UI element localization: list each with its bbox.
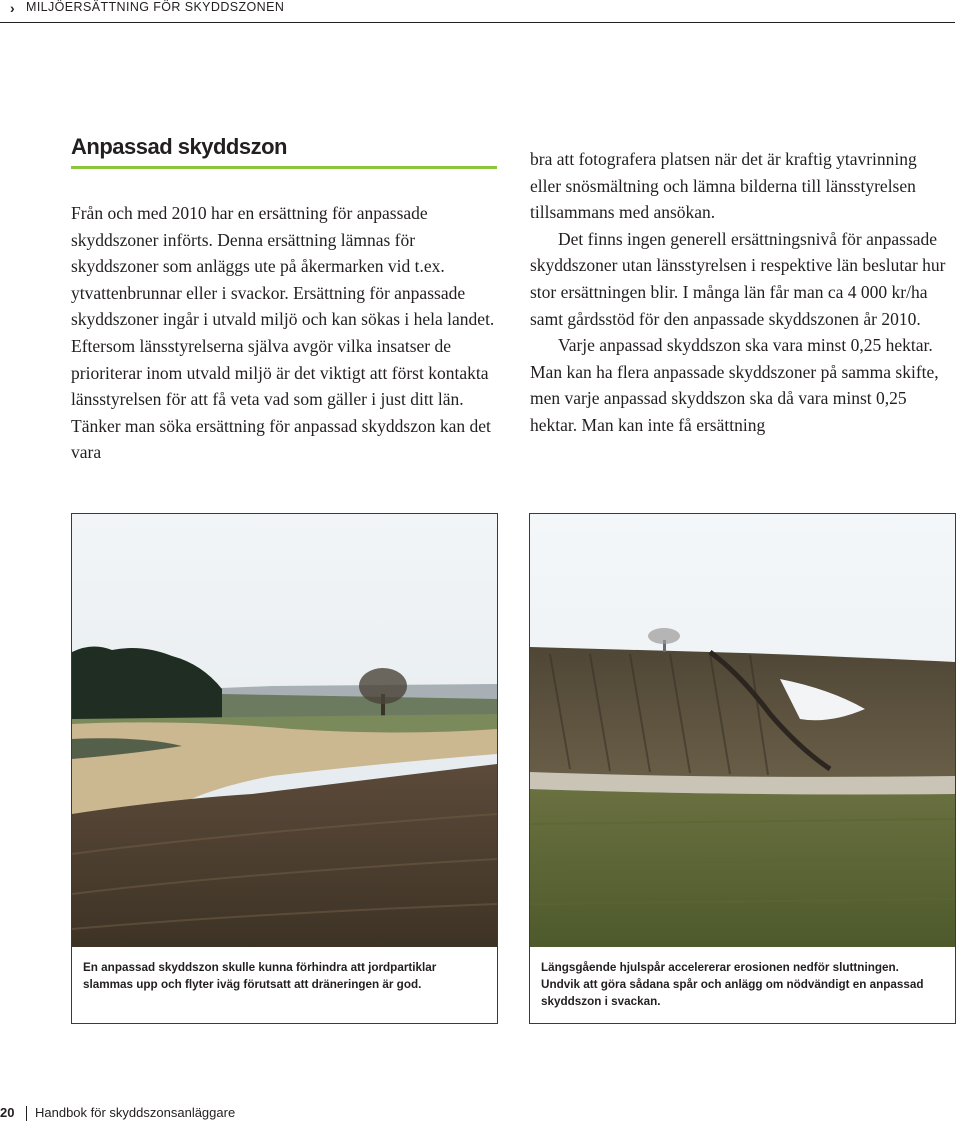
header-divider	[0, 22, 955, 23]
left-text-column	[71, 200, 501, 466]
heading-accent-rule	[71, 166, 497, 169]
slope-photo	[530, 514, 955, 947]
caption-text: En anpassad skyddszon skulle kunna förhindra att jordpartiklar slammas upp och flyter iväg förutsatt att dräneringen är god.	[83, 961, 437, 991]
paragraph: Det finns ingen generell ersättningsnivå för anpassade skyddszoner utan länsstyrelsen i respektive län beslutar hur stor ersättningen blir. I många län får man ca 4 000 kr/ha samt gårdsstöd för den anpassade skyddszonen år 2010.	[530, 228, 946, 329]
paragraph: bra att fotografera platsen när det är kraftig ytavrinning eller snösmältning och lämna bilderna till länsstyrelsen tillsammans med ansökan.	[530, 149, 917, 223]
section-title: MILJÖERSÄTTNING FÖR SKYDDSZONEN	[26, 0, 285, 14]
page-footer	[0, 1105, 960, 1123]
publication-title: Handbok för skyddszonsanläggare	[35, 1105, 236, 1120]
photo-figure-field-erosion	[71, 513, 498, 1024]
chevron-right-icon: ›	[10, 0, 15, 16]
field-photo	[72, 514, 497, 947]
page-number: 20	[0, 1105, 15, 1120]
right-text-column	[530, 146, 950, 439]
article-heading: Anpassad skyddszon	[71, 134, 287, 159]
paragraph: Varje anpassad skyddszon ska vara minst 0,25 hektar. Man kan ha flera anpassade skyddszoner på samma skifte, men varje anpassad skyddszon ska då vara minst 0,25 hektar. Man kan inte få ersättning	[530, 335, 939, 435]
footer-divider	[26, 1106, 27, 1121]
caption-text: Undvik att göra sådana spår och anlägg om nödvändigt en anpassad skyddszon i svackan.	[541, 978, 924, 1008]
running-header	[0, 0, 960, 24]
photo-figure-wheel-tracks	[529, 513, 956, 1024]
photo-caption	[83, 959, 483, 993]
photo-caption	[541, 959, 941, 1010]
caption-text: Längsgående hjulspår accelererar erosionen nedför sluttningen.	[541, 961, 899, 974]
paragraph: Från och med 2010 har en ersättning för anpassade skyddszoner införts. Denna ersättning lämnas för skyddszoner som anläggs ute på åkermarken vid t.ex. ytvattenbrunnar eller i svackor. Ersättning för anpassade skyddszoner ingår i utvald miljö och kan sökas i hela landet. Eftersom länsstyrelserna själva avgör vilka insatser de prioriterar inom utvald miljö är det viktigt att först kontakta länsstyrelsen för att få veta vad som gäller i just ditt län. Tänker man söka ersättning för anpassad skyddszon kan det vara	[71, 203, 495, 463]
